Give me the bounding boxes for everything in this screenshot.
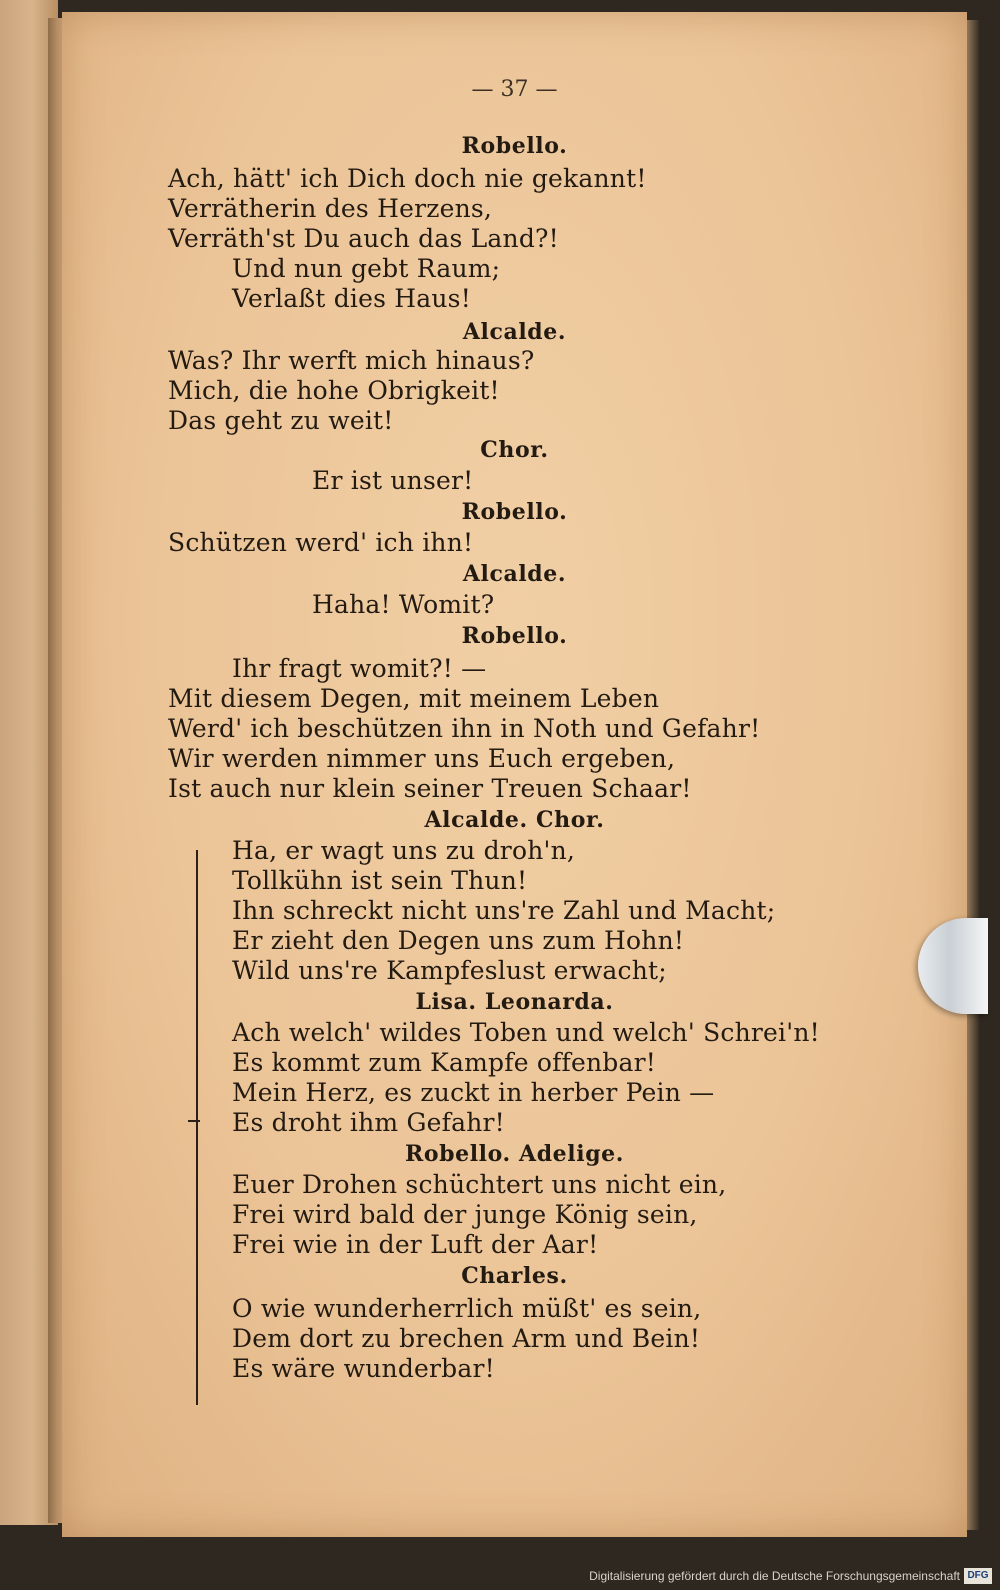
speaker-heading: Alcalde. — [462, 561, 567, 587]
verse-line: Wir werden nimmer uns Euch ergeben, — [168, 744, 676, 773]
speaker-heading: Chor. — [480, 437, 549, 463]
dfg-logo: DFG — [964, 1568, 992, 1584]
speaker-heading: Lisa. Leonarda. — [415, 989, 614, 1015]
verse-line: Das geht zu weit! — [168, 406, 394, 435]
page-number: — 37 — — [471, 77, 558, 102]
verse-line: Verrätherin des Herzens, — [168, 194, 493, 223]
verse-line: Es kommt zum Kampfe offenbar! — [232, 1048, 657, 1077]
verse-line: O wie wunderherrlich müßt' es sein, — [232, 1294, 702, 1323]
verse-line: Ach, hätt' ich Dich doch nie gekannt! — [168, 164, 647, 193]
verse-line: Er ist unser! — [312, 466, 474, 495]
speaker-heading: Robello. — [461, 623, 568, 649]
verse-line: Euer Drohen schüchtert uns nicht ein, — [232, 1170, 727, 1199]
verse-line: Haha! Womit? — [312, 590, 495, 619]
ensemble-brace — [196, 850, 208, 1405]
verse-line: Ha, er wagt uns zu droh'n, — [232, 836, 576, 865]
digitization-credit: Digitalisierung gefördert durch die Deutsche Forschungsgemeinschaft — [589, 1569, 960, 1583]
speaker-heading: Robello. Adelige. — [404, 1141, 625, 1167]
verse-line: Schützen werd' ich ihn! — [168, 528, 474, 557]
verse-line: Mich, die hohe Obrigkeit! — [168, 376, 500, 405]
verse-line: Verlaßt dies Haus! — [232, 284, 471, 313]
verse-line: Mit diesem Degen, mit meinem Leben — [168, 684, 660, 713]
verse-line: Mein Herz, es zuckt in herber Pein — — [232, 1078, 715, 1107]
speaker-heading: Alcalde. — [462, 319, 567, 345]
verse-line: Ach welch' wildes Toben und welch' Schrei'n! — [232, 1018, 820, 1047]
verse-line: Was? Ihr werft mich hinaus? — [168, 346, 535, 375]
verse-line: Er zieht den Degen uns zum Hohn! — [232, 926, 685, 955]
brace-tip — [188, 1120, 200, 1122]
verse-line: Dem dort zu brechen Arm und Bein! — [232, 1324, 701, 1353]
verse-line: Verräth'st Du auch das Land?! — [168, 224, 559, 253]
verse-line: Frei wird bald der junge König sein, — [232, 1200, 698, 1229]
speaker-heading: Robello. — [461, 133, 568, 159]
verse-line: Ist auch nur klein seiner Treuen Schaar! — [168, 774, 692, 803]
verse-line: Es droht ihm Gefahr! — [232, 1108, 505, 1137]
verse-line: Tollkühn ist sein Thun! — [232, 866, 528, 895]
speaker-heading: Charles. — [461, 1263, 568, 1289]
verse-line: Werd' ich beschützen ihn in Noth und Gefahr! — [168, 714, 761, 743]
verse-line: Und nun gebt Raum; — [232, 254, 501, 283]
speaker-heading: Robello. — [461, 499, 568, 525]
verse-line: Es wäre wunderbar! — [232, 1354, 495, 1383]
verse-line: Wild uns're Kampfeslust erwacht; — [232, 956, 667, 985]
verse-line: Frei wie in der Luft der Aar! — [232, 1230, 599, 1259]
verse-line: Ihn schreckt nicht uns're Zahl und Macht; — [232, 896, 776, 925]
speaker-heading: Alcalde. Chor. — [424, 807, 605, 833]
verse-line: Ihr fragt womit?! — — [232, 654, 487, 683]
